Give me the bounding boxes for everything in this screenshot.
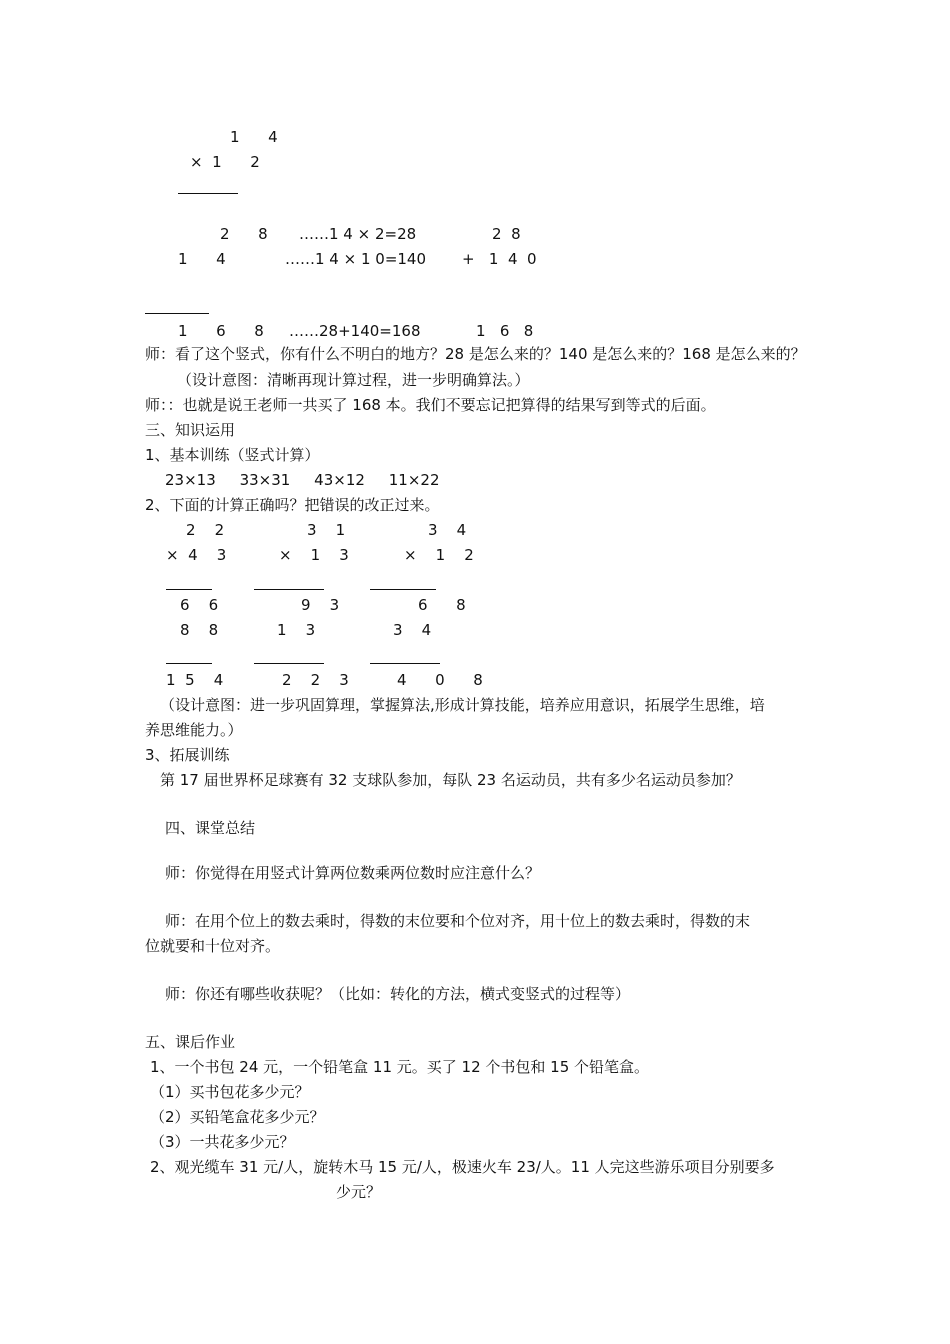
ex-a-result: 1 5 4: [166, 671, 224, 689]
basic-training-problems: 23×13 33×31 43×12 11×22: [165, 471, 440, 489]
ex-b-partial-1: 9 3: [301, 596, 340, 614]
ex-a-partial-1: 6 6: [180, 596, 219, 614]
homework-1-part-1: （1）买书包花多少元？: [150, 1083, 310, 1101]
v1-multiplier: × 1 2: [190, 153, 260, 171]
ex-b-result: 2 2 3: [282, 671, 349, 689]
design-intent-2-line-2: 养思维能力。）: [145, 721, 243, 739]
v1-right-result: 1 6 8: [476, 322, 534, 340]
section-3-heading: 三、知识运用: [145, 421, 236, 439]
ex-b-multiplier: × 1 3: [279, 546, 349, 564]
extension-question: 第 17 届世界杯足球赛有 32 支球队参加，每队 23 名运动员，共有多少名运动员参加？: [160, 771, 741, 789]
section-5-heading: 五、课后作业: [145, 1033, 236, 1051]
homework-1: 1、一个书包 24 元，一个铅笔盒 11 元。买了 12 个书包和 15 个铅笔盒。: [150, 1058, 650, 1076]
ex-c-result: 4 0 8: [397, 671, 483, 689]
homework-2-line-2: 少元？: [336, 1183, 382, 1201]
summary-question: 师：你觉得在用竖式计算两位数乘两位数时应注意什么？: [165, 864, 541, 882]
v1-top: 1 4: [230, 128, 278, 146]
v1-right-partial-2: + 1 4 0: [462, 250, 537, 268]
v1-partial-2: 1 4: [178, 250, 226, 268]
ex-b-top: 3 1: [307, 521, 346, 539]
v1-result: 1 6 8: [178, 322, 264, 340]
homework-1-part-3: （3）一共花多少元？: [150, 1133, 295, 1151]
design-intent-2-line-1: （设计意图：进一步巩固算理，掌握算法,形成计算技能，培养应用意识，拓展学生思维，培: [160, 696, 765, 714]
ex-a-rule-1: [166, 589, 212, 590]
v1-rule-top: [178, 193, 238, 194]
v1-partial-2-note: ……1 4 × 1 0=140: [285, 250, 427, 268]
summary-answer-line-2: 位就要和十位对齐。: [145, 937, 281, 955]
v1-right-partial-1: 2 8: [492, 225, 521, 243]
ex-b-rule-1: [254, 589, 324, 590]
section-4-heading: 四、课堂总结: [165, 819, 256, 837]
ex-c-partial-2: 3 4: [393, 621, 432, 639]
ex-a-multiplier: × 4 3: [166, 546, 227, 564]
extension-heading: 3、拓展训练: [145, 746, 230, 764]
ex-c-rule-1: [370, 589, 436, 590]
teacher-remark: 师：：也就是说王老师一共买了 168 本。我们不要忘记把算得的结果写到等式的后面。: [145, 396, 716, 414]
correction-heading: 2、下面的计算正确吗？把错误的改正过来。: [145, 496, 440, 514]
ex-c-top: 3 4: [428, 521, 467, 539]
ex-b-partial-2: 1 3: [277, 621, 316, 639]
basic-training-heading: 1、基本训练（竖式计算）: [145, 446, 320, 464]
summary-gains: 师：你还有哪些收获呢？（比如：转化的方法，横式变竖式的过程等）: [165, 985, 631, 1003]
ex-c-partial-1: 6 8: [418, 596, 466, 614]
ex-c-multiplier: × 1 2: [404, 546, 474, 564]
ex-b-rule-2: [254, 663, 324, 664]
v1-rule-bottom: [145, 313, 209, 314]
v1-partial-1: 2 8: [220, 225, 268, 243]
summary-answer-line-1: 师：在用个位上的数去乘时，得数的末位要和个位对齐，用十位上的数去乘时，得数的末: [165, 912, 751, 930]
ex-a-top: 2 2: [186, 521, 225, 539]
design-intent-1: （设计意图：清晰再现计算过程，进一步明确算法。）: [177, 371, 530, 389]
v1-result-note: ……28+140=168: [289, 322, 421, 340]
ex-a-rule-2: [166, 663, 212, 664]
homework-2-line-1: 2、观光缆车 31 元/人，旋转木马 15 元/人，极速火车 23/人。11 人完这些游乐项目分别要多: [150, 1158, 775, 1176]
v1-partial-1-note: ……1 4 × 2=28: [299, 225, 417, 243]
ex-c-rule-2: [370, 663, 440, 664]
homework-1-part-2: （2）买铅笔盒花多少元？: [150, 1108, 325, 1126]
teacher-question: 师：看了这个竖式，你有什么不明白的地方？28 是怎么来的？140 是怎么来的？168 是怎么来的？: [145, 345, 806, 363]
ex-a-partial-2: 8 8: [180, 621, 219, 639]
